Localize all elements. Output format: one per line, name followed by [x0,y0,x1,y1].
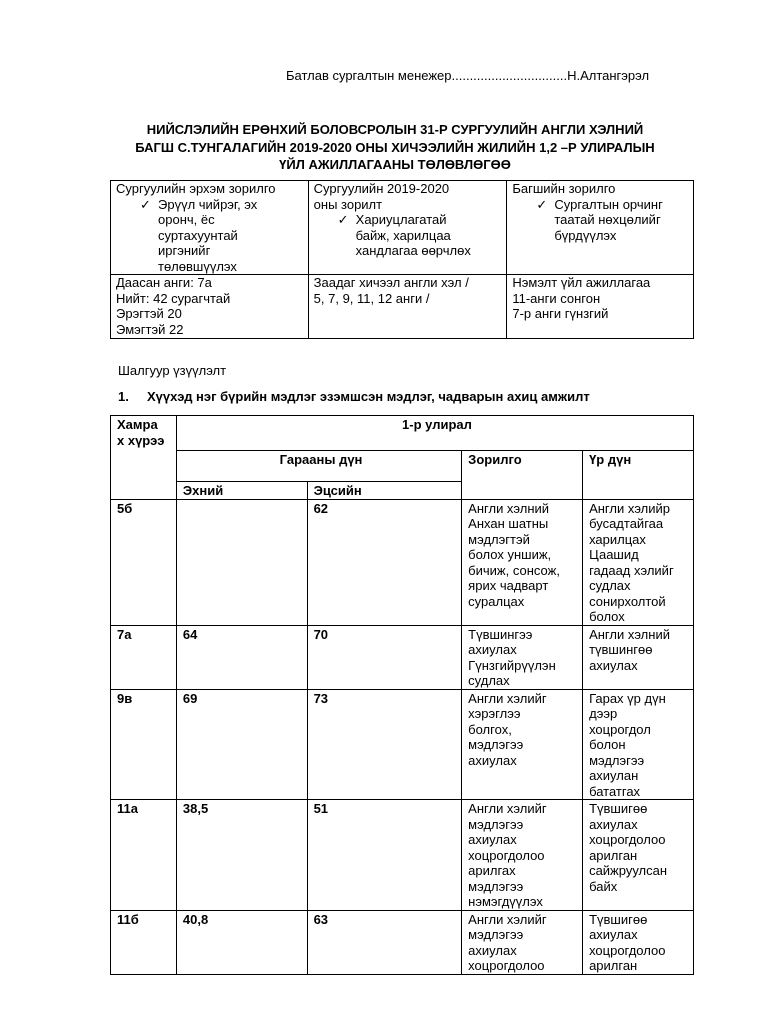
start-header: Эхний [176,482,307,500]
goal-header: Зорилго [462,451,583,500]
goal-line: судлах [468,673,510,688]
end-score-cell: 63 [307,910,462,974]
goal-line: ахиулах [468,832,517,847]
goal-line: мэдлэгээ [468,927,524,942]
start-score-cell: 64 [176,625,307,689]
outcome-line: сонирхолтой [589,593,666,609]
title-line-1: НИЙСЛЭЛИЙН ЕРӨНХИЙ БОЛОВСРОЛЫН 31-Р СУРГУУЛИЙН АНГЛИ ХЭЛНИЙ [146,122,644,137]
class-cell: 5б [111,499,177,625]
document-title [100,121,690,174]
outcome-line: хоцрогдол [589,721,651,737]
goal-line: хоцрогдолоо [468,958,545,973]
coverage-header: Хамра х хүрээ [111,416,177,500]
outcome-line: дээр [589,706,618,721]
checkmark-icon: ✓ [536,196,548,212]
section-number: 1. [118,389,129,404]
end-score-cell: 70 [307,625,462,689]
outcome-line: харилцах [589,531,646,547]
outcome-line: Англи хэлний [589,626,670,642]
outcome-line: ахиулан [589,768,639,783]
goal-line: мэдлэгээ [468,737,524,752]
outcome-line: ахиулах [589,927,638,942]
teacher-goal-cell: Багшийн зорилго ✓ Сургалтын орчинг таатай нөхцөлийг бүрдүүлэх [507,181,694,275]
goals-row [111,181,694,275]
start-score-cell: 40,8 [176,910,307,974]
outcome-line: хоцрогдолоо [589,832,666,847]
output-header: Гарааны дүн [176,451,461,482]
goal-line: ахиулах [468,642,517,657]
goal-line: мэдлэгээ [468,878,524,894]
goal-line: Түвшингээ [468,626,533,642]
goal-cell [462,800,583,911]
homeroom-cell: Даасан анги: 7а Нийт: 42 сурагчтай Эрэгтэй 20 Эмэгтэй 22 [111,275,309,339]
outcome-line: Түвшигөө [589,911,648,927]
school-mission-cell: Сургуулийн эрхэм зорилго ✓ Эрүүл чийрэг, эх оронч, ёс суртахуунтай иргэнийг төлөвшүүлэх [111,181,309,275]
checklist-item: ✓ Сургалтын орчинг таатай нөхцөлийг бүрдүүлэх [536,196,663,243]
outcome-line: мэдлэгээ [589,752,645,768]
outcome-cell [583,499,694,625]
start-score-cell: 69 [176,689,307,800]
outcome-line: түвшингөө [589,642,653,657]
goal-line: мэдлэгтэй [468,531,530,547]
title-line-3: ҮЙЛ АЖИЛЛАГААНЫ ТӨЛӨВЛӨГӨӨ [279,157,511,172]
results-body [111,499,694,974]
outcome-line: ахиулах [589,816,638,832]
outcome-line: судлах [589,578,631,593]
outcome-line: Цаашид [589,547,639,562]
goal-cell [462,499,583,625]
title-line-2: БАГШ С.ТУНГАЛАГИЙН 2019-2020 ОНЫ ХИЧЭЭЛИЙН ЖИЛИЙН 1,2 –Р УЛИРАЛЫН [135,139,655,155]
approval-line: Батлав сургалтын менежер................................Н.Алтангэрэл [286,68,650,83]
term-header: 1-р улирал [176,416,693,451]
subjects-cell: Заадаг хичээл англи хэл / 5, 7, 9, 11, 12 анги / [308,275,507,339]
outcome-line: Түвшигөө [589,801,648,816]
goal-line: суралцах [468,593,525,609]
goal-cell [462,625,583,689]
goal-line: хоцрогдолоо [468,847,545,863]
checkmark-icon: ✓ [337,212,349,227]
outcome-line: бататгах [589,783,641,799]
outcome-line: сайжруулсан [589,863,668,878]
header-row [111,416,694,451]
checklist-item: ✓ Эрүүл чийрэг, эх оронч, ёс суртахуунтай иргэнийг төлөвшүүлэх [140,196,258,274]
table-row [111,499,694,625]
outcome-header: Үр дүн [583,451,694,500]
goal-line: болгох, [468,721,512,737]
outcome-line: арилган [589,847,638,863]
outcome-line: бусадтайгаа [589,516,664,531]
goal-line: Гүнзгийрүүлэн [468,657,556,673]
start-score-cell: 38,5 [176,800,307,911]
school-objective-cell: Сургуулийн 2019-2020 оны зорилт ✓ Хариуцлагатай байж, харилцаа хандлагаа өөрчлөх [308,181,507,275]
end-score-cell: 51 [307,800,462,911]
table-row [111,800,694,911]
goals-table [110,180,694,339]
criteria-label: Шалгуур үзүүлэлт [118,363,227,378]
outcome-cell [583,910,694,974]
goal-line: Англи хэлийг [468,801,547,816]
checkmark-icon: ✓ [140,196,151,212]
results-table [110,415,694,975]
outcome-line: Англи хэлийр [589,500,671,516]
goal-line: Анхан шатны [468,516,549,531]
goal-line: болох уншиж, [468,547,552,562]
goal-line: Англи хэлийг [468,690,547,706]
outcome-line: ахиулах [589,657,638,673]
class-cell: 9в [111,689,177,800]
outcome-cell [583,689,694,800]
class-cell: 11б [111,910,177,974]
goal-line: Англи хэлний [468,500,550,516]
outcome-cell [583,800,694,911]
table-row [111,625,694,689]
goal-line: ахиулах [468,942,517,958]
end-header: Эцсийн [307,482,462,500]
header-row [111,451,694,482]
extra-activities-cell: Нэмэлт үйл ажиллагаа 11-анги сонгон 7-р анги гүнзгий [507,275,694,339]
goal-line: нэмэгдүүлэх [468,894,543,909]
end-score-cell: 73 [307,689,462,800]
goal-line: ахиулах [468,752,517,768]
goal-line: Англи хэлийг [468,911,547,927]
goal-line: бичиж, сонсож, [468,562,560,578]
outcome-line: хоцрогдолоо [589,942,666,958]
table-row [111,910,694,974]
goal-cell [462,689,583,800]
class-cell: 7а [111,625,177,689]
outcome-line: болох [589,609,625,624]
goal-line: хэрэглээ [468,706,521,721]
info-row [111,275,694,339]
start-score-cell [176,499,307,625]
outcome-line: Гарах үр дүн [589,690,666,706]
outcome-cell [583,625,694,689]
goal-line: ярих чадварт [468,578,549,593]
goal-line: арилгах [468,863,516,878]
table-row [111,689,694,800]
section-heading [118,389,590,405]
outcome-line: болон [589,737,626,752]
section-title: Хүүхэд нэг бүрийн мэдлэг эзэмшсэн мэдлэг, чадварын ахиц амжилт [147,389,590,404]
class-cell: 11а [111,800,177,911]
outcome-line: гадаад хэлийг [589,562,674,578]
outcome-line: байх [589,878,618,894]
goal-cell [462,910,583,974]
checklist-item: ✓ Хариуцлагатай байж, харилцаа хандлагаа өөрчлөх [337,212,471,258]
end-score-cell: 62 [307,499,462,625]
goal-line: мэдлэгээ [468,816,524,832]
outcome-line: арилган [589,958,638,973]
